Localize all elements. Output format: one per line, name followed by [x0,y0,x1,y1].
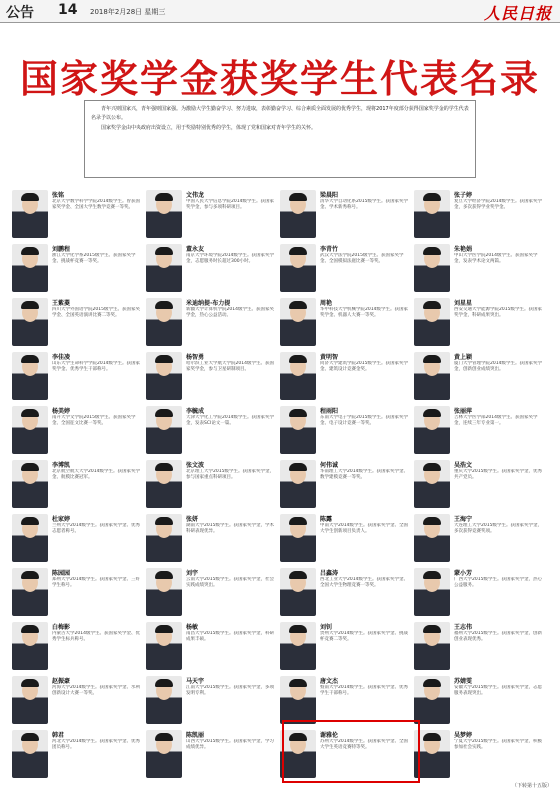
student-photo [414,190,450,238]
student-name: 刘钊 [320,624,333,631]
student-entry [280,242,414,302]
student-bio: 东南大学电子学院2015级学生。获国家奖学金、电子设计竞赛一等奖。 [320,415,408,426]
issue-date: 2018年2月28日 星期三 [90,8,166,16]
student-name: 李佳凌 [52,354,71,361]
student-entry [146,566,280,626]
hair-shape [155,301,173,309]
student-bio: 新疆大学计算机学院2014级学生。获国家奖学金，热心公益活动。 [186,307,274,318]
student-name: 杨美婷 [52,408,71,415]
student-name: 刘宇 [186,570,199,577]
student-name: 黄上颖 [454,354,473,361]
hair-shape [155,517,173,525]
student-bio: 安徽大学2015级学生。获国家奖学金，志愿服务表现突出。 [454,685,542,696]
student-bio: 南开大学文学院2015级学生。获国家奖学金、全国征文比赛一等奖。 [52,415,136,426]
student-name: 文伟龙 [186,192,205,199]
student-entry [280,458,414,518]
student-name: 苏婧雯 [454,678,473,685]
student-bio: 苏州大学2014级学生。获国家奖学金、全国大学生英语竞赛特等奖。 [320,739,408,750]
student-photo [414,568,450,616]
student-name: 赵振豪 [52,678,71,685]
student-name: 韩君 [52,732,65,739]
student-photo [146,460,182,508]
hair-shape [423,517,441,525]
student-entry [12,566,146,626]
student-entry [12,404,146,464]
student-photo [12,622,48,670]
hair-shape [423,355,441,363]
student-entry [12,296,146,356]
student-photo [12,352,48,400]
hair-shape [21,193,39,201]
student-entry [146,350,280,410]
student-entry [146,404,280,464]
student-bio: 天津大学化工学院2014级学生。获国家奖学金，发表SCI论文一篇。 [186,415,274,426]
student-bio: 江南大学2015级学生。获国家奖学金，多项发明专利。 [186,685,274,696]
student-photo [414,244,450,292]
student-entry [12,188,146,248]
student-entry [146,674,280,734]
student-photo [280,514,316,562]
student-bio: 吉林大学医学部2014级学生。获国家奖学金，连续三年专业第一。 [454,415,538,426]
hair-shape [155,247,173,255]
student-entry [280,566,414,626]
student-photo [414,676,450,724]
hair-shape [423,625,441,633]
student-bio: 云南大学2015级学生。获国家奖学金，社会实践成绩突出。 [186,577,274,588]
student-bio: 西北工业大学2014级学生。获国家奖学金、全国大学生物理竞赛一等奖。 [320,577,408,588]
student-entry [414,620,548,680]
student-entry [414,350,548,410]
student-entry [280,350,414,410]
hair-shape [423,733,441,741]
student-name: 杨敏 [186,624,199,631]
student-name: 陈凯丽 [186,732,205,739]
student-photo [146,568,182,616]
student-photo [146,244,182,292]
student-entry [414,458,548,518]
page-headline: 国家奖学金获奖学生代表名录 [19,56,540,101]
hair-shape [21,571,39,579]
student-entry [414,188,548,248]
hair-shape [289,625,307,633]
student-name: 谢雅伦 [320,732,339,739]
student-name: 唐文杰 [320,678,339,685]
student-bio: 中山大学医学院2014级学生。获国家奖学金，发表学术论文两篇。 [454,253,538,264]
student-photo [146,622,182,670]
student-name: 吴浩文 [454,462,473,469]
student-bio: 北京理工大学2015级学生。获国家奖学金，参与国家重点科研项目。 [186,469,274,480]
student-bio: 内蒙古大学2014级学生。获国家奖学金、优秀学生标兵称号。 [52,631,140,642]
student-name: 梁晨阳 [320,192,339,199]
student-photo [12,244,48,292]
student-photo [280,244,316,292]
student-entry [280,296,414,356]
student-name: 白梅影 [52,624,71,631]
student-name: 王紫菱 [52,300,71,307]
student-entry [146,728,280,788]
student-entry [280,188,414,248]
student-photo [12,190,48,238]
hair-shape [423,571,441,579]
student-bio: 复旦大学经济学院2014级学生。获国家奖学金，多次获得学业奖学金。 [454,199,542,210]
hair-shape [289,193,307,201]
hair-shape [289,571,307,579]
student-name: 黄明智 [320,354,339,361]
student-bio: 贵州大学2014级学生。获国家奖学金、挑战杯竞赛二等奖。 [320,631,408,642]
student-name: 张子婷 [454,192,473,199]
student-name: 陈露 [320,516,333,523]
student-entry [280,512,414,572]
student-bio: 北京大学数学科学学院2014级学生。曾获国家奖学金、全国大学生数学竞赛一等奖。 [52,199,140,210]
student-name: 李毓成 [186,408,205,415]
hair-shape [289,517,307,525]
student-entry [12,620,146,680]
intro-box [84,100,476,178]
student-photo [12,406,48,454]
student-photo [146,352,182,400]
student-photo [414,514,450,562]
hair-shape [155,679,173,687]
student-name: 李博凯 [52,462,71,469]
student-photo [146,730,182,778]
student-bio: 南京大学环境学院2014级学生。获国家奖学金，志愿服务时长超过300小时。 [186,253,274,264]
student-bio: 福州大学2015级学生。获国家奖学金，创新创业表现优秀。 [454,631,542,642]
student-entry [414,404,548,464]
hair-shape [423,247,441,255]
hair-shape [423,463,441,471]
hair-shape [423,679,441,687]
hair-shape [155,463,173,471]
student-photo [280,298,316,346]
student-photo [414,406,450,454]
student-photo [280,622,316,670]
student-entry [12,674,146,734]
hair-shape [21,247,39,255]
intro-paragraph: 青年兴则国家兴，青年强则国家强。为激励大学生勤奋学习、努力进取，表彰勤奋学习、综合素质全面发展的优秀学生，现将2017年度部分获得国家奖学金的学生代表名录予以公布。 [91,106,469,121]
hair-shape [21,463,39,471]
student-entry [146,512,280,572]
hair-shape [289,247,307,255]
student-photo [12,298,48,346]
student-bio: 暨南大学2014级学生。获国家奖学金、优秀学生干部称号。 [320,685,408,696]
student-name: 王海宁 [454,516,473,523]
student-name: 杨智勇 [186,354,205,361]
hair-shape [289,409,307,417]
masthead [0,0,560,23]
hair-shape [21,517,39,525]
hair-shape [21,733,39,741]
student-entry [414,674,548,734]
student-photo [414,298,450,346]
hair-shape [21,355,39,363]
student-photo [12,460,48,508]
hair-shape [155,409,173,417]
hair-shape [289,463,307,471]
hair-shape [21,625,39,633]
continuation-note: （下转第十五版） [511,783,552,789]
hair-shape [423,409,441,417]
student-photo [146,298,182,346]
student-bio: 浙江大学化学系2015级学生。获国家奖学金、挑战杯竞赛一等奖。 [52,253,136,264]
hair-shape [155,193,173,201]
student-entry [414,728,548,788]
student-photo [280,190,316,238]
hair-shape [21,301,39,309]
hair-shape [423,301,441,309]
student-name: 李青竹 [320,246,339,253]
student-bio: 重庆大学2015级学生。获国家奖学金，优秀共产党员。 [454,469,542,480]
student-name: 程雨阳 [320,408,339,415]
student-name: 刘鹏程 [52,246,71,253]
student-photo [280,568,316,616]
hair-shape [289,679,307,687]
student-entry [280,620,414,680]
student-bio: 同济大学建筑学院2015级学生。获国家奖学金、建筑设计竞赛金奖。 [320,361,408,372]
student-photo [12,568,48,616]
student-name: 米迪纳提·布力提 [186,300,231,307]
student-name: 张铭 [52,192,65,199]
student-bio: 华中科技大学机械学院2014级学生。获国家奖学金、机器人大赛一等奖。 [320,307,408,318]
student-name: 张妍 [186,516,199,523]
student-photo [146,514,182,562]
student-bio: 河海大学2014级学生。获国家奖学金、水利创新设计大赛一等奖。 [52,685,140,696]
student-entry [146,458,280,518]
newspaper-logo: 人民日报 [483,4,552,23]
student-photo [12,676,48,724]
page-number: 14 [58,2,78,18]
student-name: 马天宇 [186,678,205,685]
student-entry [414,512,548,572]
student-name: 刘星星 [454,300,473,307]
student-photo [414,460,450,508]
student-photo [414,622,450,670]
student-entry [414,566,548,626]
student-entry [12,728,146,788]
student-bio: 中国人民大学信息学院2014级学生。获国家奖学金，参与多项科研项目。 [186,199,274,210]
hair-shape [155,625,173,633]
hair-shape [423,193,441,201]
student-bio: 山西大学2015级学生。获国家奖学金，学习成绩优异。 [186,739,274,750]
student-entry [146,242,280,302]
student-bio: 河北大学2014级学生。获国家奖学金、优秀团员称号。 [52,739,140,750]
hair-shape [155,733,173,741]
student-bio: 哈尔滨工业大学航天学院2014级学生。获国家奖学金，参与卫星研制项目。 [186,361,274,372]
student-bio: 广西大学2015级学生。获国家奖学金，热心公益服务。 [454,577,542,588]
student-name: 周艳 [320,300,333,307]
student-bio: 四川大学外国语学院2015级学生。获国家奖学金、全国英语演讲比赛二等奖。 [52,307,140,318]
student-entry [414,296,548,356]
student-bio: 南昌大学2015级学生。获国家奖学金，科研成果丰硕。 [186,631,274,642]
student-name: 董永友 [186,246,205,253]
student-bio: 兰州大学2014级学生。获国家奖学金、优秀志愿者称号。 [52,523,140,534]
hair-shape [289,355,307,363]
student-bio: 武汉大学法学院2015级学生。获国家奖学金、全国模拟法庭比赛一等奖。 [320,253,404,264]
section-label: 公告 [6,5,34,21]
hair-shape [155,571,173,579]
student-bio: 宁夏大学2015级学生。获国家奖学金，积极参加社会实践。 [454,739,542,750]
student-entry [12,458,146,518]
student-bio: 湖南大学2015级学生。获国家奖学金，学术科研表现优异。 [186,523,274,534]
student-photo [12,514,48,562]
student-bio: 北京航空航天大学2014级学生。获国家奖学金、航模比赛冠军。 [52,469,140,480]
student-entry [280,404,414,464]
student-name: 王志伟 [454,624,473,631]
student-photo [146,676,182,724]
student-entry [146,620,280,680]
student-photo [12,730,48,778]
student-photo [280,406,316,454]
student-photo [414,352,450,400]
student-photo [280,676,316,724]
student-entry [414,242,548,302]
student-bio: 西安交通大学能源学院2015级学生。获国家奖学金，科研成果突出。 [454,307,542,318]
student-bio: 华南理工大学2014级学生。获国家奖学金、数学建模竞赛一等奖。 [320,469,408,480]
student-photo [146,190,182,238]
student-entry [12,350,146,410]
student-name: 张文波 [186,462,205,469]
student-bio: 山东大学生命科学学院2014级学生。获国家奖学金、优秀学生干部称号。 [52,361,140,372]
student-name: 吴梦婷 [454,732,473,739]
student-bio: 大连理工大学2015级学生。获国家奖学金，多次获得竞赛奖项。 [454,523,542,534]
student-name: 何伟诚 [320,462,339,469]
student-entry [146,188,280,248]
student-bio: 厦门大学管理学院2014级学生。获国家奖学金，创新创业成绩突出。 [454,361,542,372]
hair-shape [21,679,39,687]
hair-shape [155,355,173,363]
highlight-box [282,720,420,783]
student-entry [12,512,146,572]
student-name: 朱艳娟 [454,246,473,253]
student-name: 吕鑫涛 [320,570,339,577]
hair-shape [21,409,39,417]
student-bio: 清华大学自动化系2015级学生。获国家奖学金、学术新秀称号。 [320,199,408,210]
student-entry [12,242,146,302]
student-name: 张丽萍 [454,408,473,415]
student-photo [280,352,316,400]
student-bio: 郑州大学2014级学生。获国家奖学金、三好学生称号。 [52,577,140,588]
student-bio: 中南大学2014级学生。获国家奖学金、全国大学生创新项目负责人。 [320,523,408,534]
student-photo [146,406,182,454]
hair-shape [289,301,307,309]
student-name: 陈园园 [52,570,71,577]
student-name: 杜家婷 [52,516,71,523]
intro-paragraph: 国家奖学金由中央政府出资设立，用于奖励特别优秀的学生，体现了党和国家对青年学生的关怀。 [101,125,317,131]
student-entry [146,296,280,356]
student-name: 蒙小芳 [454,570,473,577]
student-photo [280,460,316,508]
